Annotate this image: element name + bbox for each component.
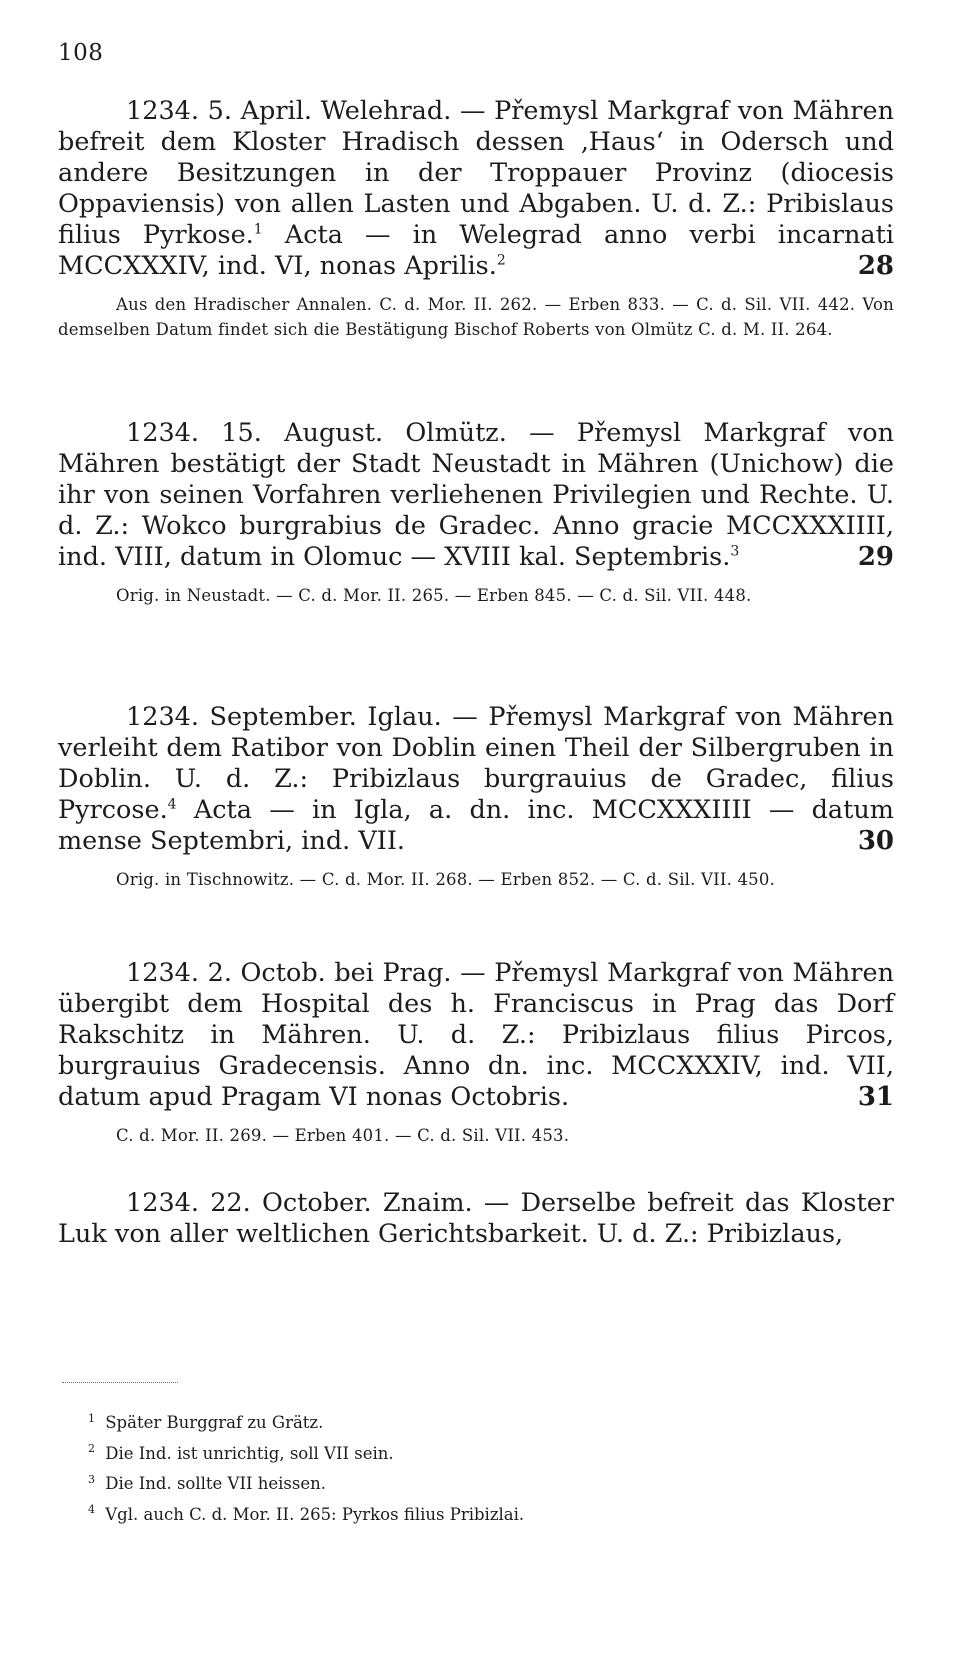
entry-body: 1234. 15. August. Olmütz. — Přemysl Markgraf von Mähren bestätigt der Stadt Neustadt in Mähren (Unichow) die ihr von seinen Vorfahren verliehenen Privilegien und Rechte. U. d. Z.: Wokco burgrabius de Gradec. Anno gracie MCCXXXIIII, ind. VIII, datum in Olomuc — XVIII kal. Septembris. [58, 418, 894, 572]
entry-body: 1234. September. Iglau. — Přemysl Markgraf von Mähren verleiht dem Ratibor von Doblin einen Theil der Silbergruben in Doblin. U. d. Z.: Pribizlaus burgrauius de Gradec, filius Pyrcose. [58, 702, 894, 825]
entry-28 [58, 96, 894, 342]
footnote-3: 3 Die Ind. sollte VII heissen. [88, 1472, 326, 1493]
source-note: Aus den Hradischer Annalen. C. d. Mor. II. 262. — Erben 833. — C. d. Sil. VII. 442. Von demselben Datum findet sich die Bestätigung Bischof Roberts von Olmütz C. d. M. II. 264. [58, 295, 894, 339]
document-number: 30 [857, 826, 894, 856]
footnote-4: 4 Vgl. auch C. d. Mor. II. 265: Pyrkos filius Pribizlai. [88, 1503, 525, 1524]
document-number: 28 [857, 251, 894, 281]
footnote-divider [62, 1382, 178, 1383]
footnote-text: Später Burggraf zu Grätz. [105, 1413, 324, 1432]
footnotes [88, 1408, 868, 1530]
entry-text [58, 418, 894, 573]
footnote-ref: 4 [167, 796, 177, 813]
entry-text [58, 96, 894, 282]
source-note: C. d. Mor. II. 269. — Erben 401. — C. d. Sil. VII. 453. [116, 1126, 570, 1145]
entry-text: 1234. 22. October. Znaim. — Derselbe befreit das Kloster Luk von aller weltlichen Gerichtsbarkeit. U. d. Z.: Pribizlaus, [58, 1188, 894, 1249]
footnote-text: Die Ind. sollte VII heissen. [105, 1474, 326, 1493]
entry-body: 1234. 2. Octob. bei Prag. — Přemysl Markgraf von Mähren übergibt dem Hospital des h. Franciscus in Prag das Dorf Rakschitz in Mähren. U. d. Z.: Pribizlaus filius Pircos, burgrauius Gradecensis. Anno dn. inc. MCCXXXIV, ind. VII, datum apud Pragam VI nonas Octobris. [58, 958, 894, 1112]
entry-body-continued: Acta — in Igla, a. dn. inc. MCCXXXIIII — datum mense Septembri, ind. VII. [58, 795, 894, 856]
footnote-text: Die Ind. ist unrichtig, soll VII sein. [105, 1443, 394, 1463]
footnote-ref: 2 [496, 252, 506, 269]
entry-body: 1234. 5. April. Welehrad. — Přemysl Markgraf von Mähren befreit dem Kloster Hradisch dessen ‚Haus‘ in Odersch und andere Besitzungen in der Troppauer Provinz (diocesis Oppaviensis) von allen Lasten und Abgaben. U. d. Z.: Pribislaus filius Pyrkose. [58, 96, 894, 250]
footnote-ref: 3 [730, 543, 740, 560]
document-number: 31 [857, 1082, 894, 1112]
footnote-2: 2 Die Ind. ist unrichtig, soll VII sein. [88, 1442, 394, 1463]
entry-text [58, 958, 894, 1113]
entry-body-continued: Acta — in Welegrad anno verbi incarnati MCCXXXIV, ind. VI, nonas Aprilis. [58, 220, 894, 281]
entry-29 [58, 418, 894, 608]
page-number: 108 [58, 40, 104, 66]
footnote-1: 1 Später Burggraf zu Grätz. [88, 1411, 324, 1432]
source-note: Orig. in Tischnowitz. — C. d. Mor. II. 268. — Erben 852. — C. d. Sil. VII. 450. [116, 870, 776, 889]
footnote-ref: 1 [253, 221, 263, 238]
document-number: 29 [857, 542, 894, 572]
entry-30 [58, 702, 894, 892]
entry-31 [58, 958, 894, 1148]
entry-text [58, 702, 894, 857]
entry-32 [58, 1188, 894, 1250]
source-note: Orig. in Neustadt. — C. d. Mor. II. 265. — Erben 845. — C. d. Sil. VII. 448. [116, 586, 752, 605]
footnote-text: Vgl. auch C. d. Mor. II. 265: Pyrkos filius Pribizlai. [105, 1504, 525, 1524]
